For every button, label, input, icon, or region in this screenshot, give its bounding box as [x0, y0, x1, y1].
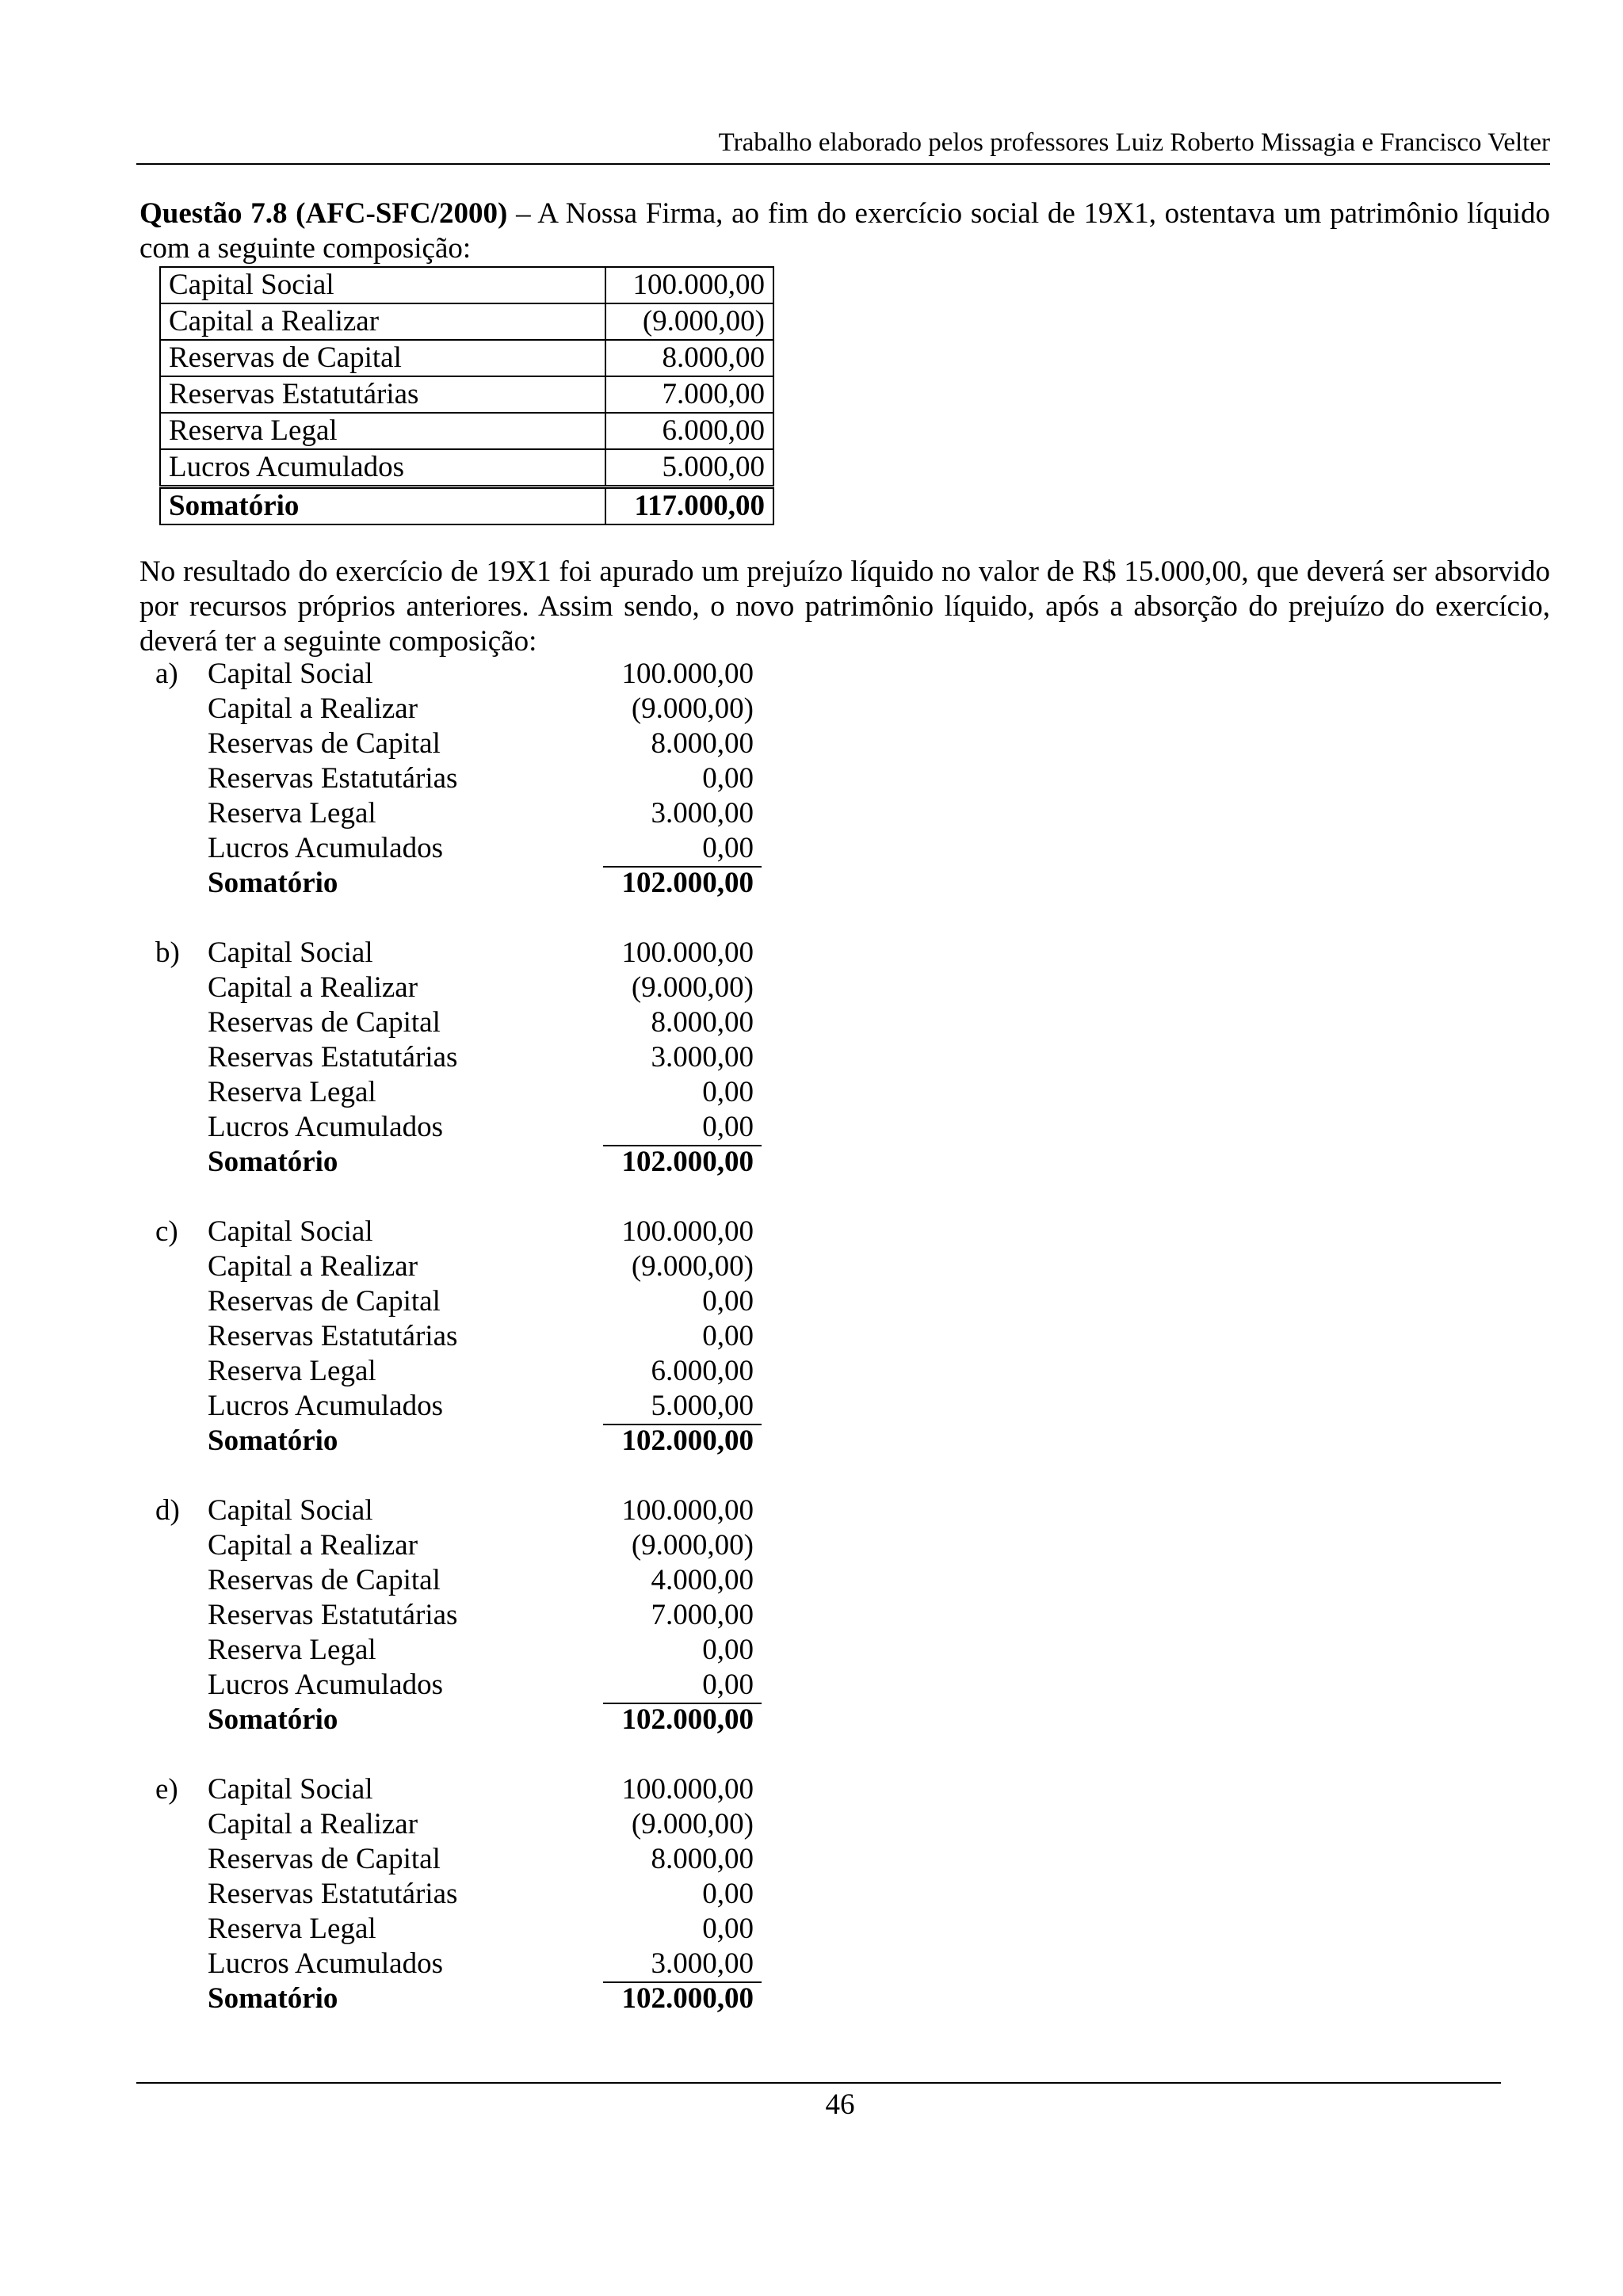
option-total-cell	[603, 866, 762, 901]
option-value-cell	[603, 1598, 762, 1633]
option-value-cell	[603, 796, 762, 831]
table-total-row	[160, 487, 773, 525]
option-value-cell	[603, 1075, 762, 1110]
option-row-label: Reservas de Capital	[208, 727, 441, 760]
option-row-label: Reservas Estatutárias	[208, 762, 458, 795]
option-value-cell	[603, 1389, 762, 1425]
option-row-value: 0,00	[702, 832, 754, 864]
option-row-label: Reservas Estatutárias	[208, 1320, 458, 1352]
option-value-cell	[603, 1633, 762, 1668]
table-row	[160, 449, 773, 487]
option-row-value: 4.000,00	[651, 1564, 754, 1596]
option-total-row	[155, 866, 773, 901]
option-value-cell	[603, 1249, 762, 1284]
option-total-value: 102.000,00	[621, 1703, 754, 1736]
option-row-value: 8.000,00	[651, 727, 754, 760]
row-value: 6.000,00	[605, 413, 773, 449]
row-label: Capital Social	[160, 267, 605, 303]
option-row-value: 0,00	[702, 1913, 754, 1945]
option-row-label: Reserva Legal	[208, 797, 376, 830]
table-row	[160, 376, 773, 413]
option-total-row	[155, 1703, 773, 1737]
option-letter: e)	[155, 1773, 178, 1806]
option-row-label: Lucros Acumulados	[208, 1111, 443, 1143]
row-value: 100.000,00	[605, 267, 773, 303]
option-total-label: Somatório	[208, 867, 338, 899]
option-row	[155, 1319, 773, 1354]
option-total-cell	[603, 1703, 762, 1737]
option-row	[155, 1772, 773, 1807]
option-row	[155, 796, 773, 831]
option-total-value: 102.000,00	[621, 867, 754, 899]
option-row-value: 0,00	[702, 1320, 754, 1352]
question-text: – A Nossa Firma, ao fim do exercício social de 19X1, ostentava um patrimônio líquido com a seguinte composição:	[139, 197, 1550, 265]
row-label: Reservas de Capital	[160, 340, 605, 376]
row-value: 8.000,00	[605, 340, 773, 376]
option-row-label: Lucros Acumulados	[208, 1390, 443, 1422]
option-row-value: 0,00	[702, 762, 754, 795]
running-header: Trabalho elaborado pelos professores Luiz Roberto Missagia e Francisco Velter	[718, 128, 1550, 157]
option-row	[155, 727, 773, 761]
option-value-cell	[603, 1877, 762, 1912]
option-value-cell	[603, 727, 762, 761]
answer-option	[155, 1215, 773, 1459]
option-total-label: Somatório	[208, 1425, 338, 1457]
row-label: Reserva Legal	[160, 413, 605, 449]
option-row-label: Reservas Estatutárias	[208, 1599, 458, 1631]
option-total-row	[155, 1145, 773, 1180]
option-row-label: Reservas Estatutárias	[208, 1041, 458, 1074]
option-total-row	[155, 1981, 773, 2016]
option-value-cell	[603, 1354, 762, 1389]
option-row	[155, 1563, 773, 1598]
option-row	[155, 1633, 773, 1668]
page-number: 46	[825, 2088, 855, 2121]
option-row-label: Reservas de Capital	[208, 1006, 441, 1039]
option-letter: c)	[155, 1215, 178, 1248]
table-row	[160, 303, 773, 340]
option-row-value: 0,00	[702, 1285, 754, 1318]
option-row-label: Lucros Acumulados	[208, 832, 443, 864]
option-total-value: 102.000,00	[621, 1146, 754, 1178]
option-row	[155, 1807, 773, 1842]
option-row-label: Reserva Legal	[208, 1355, 376, 1387]
option-row-value: 6.000,00	[651, 1355, 754, 1387]
option-total-cell	[603, 1424, 762, 1459]
option-row-label: Reserva Legal	[208, 1076, 376, 1108]
option-total-value: 102.000,00	[621, 1425, 754, 1457]
option-value-cell	[603, 1215, 762, 1249]
answer-option	[155, 1772, 773, 2016]
option-value-cell	[603, 1493, 762, 1528]
option-row	[155, 831, 773, 866]
option-value-cell	[603, 1040, 762, 1075]
option-letter: b)	[155, 936, 180, 969]
option-row-value: (9.000,00)	[631, 1808, 754, 1840]
answer-option	[155, 657, 773, 901]
option-value-cell	[603, 831, 762, 868]
option-value-cell	[603, 1807, 762, 1842]
option-row-value: (9.000,00)	[631, 971, 754, 1004]
option-row	[155, 1354, 773, 1389]
option-value-cell	[603, 1842, 762, 1877]
row-value: 7.000,00	[605, 376, 773, 413]
footer-divider	[136, 2082, 1501, 2084]
option-row-value: 0,00	[702, 1878, 754, 1910]
option-row-label: Capital Social	[208, 1773, 373, 1806]
option-letter: a)	[155, 658, 178, 690]
option-value-cell	[603, 971, 762, 1005]
option-row-label: Lucros Acumulados	[208, 1669, 443, 1701]
option-value-cell	[603, 761, 762, 796]
option-value-cell	[603, 936, 762, 971]
option-row-value: 8.000,00	[651, 1843, 754, 1875]
option-row	[155, 761, 773, 796]
option-value-cell	[603, 1772, 762, 1807]
option-row-value: 100.000,00	[621, 1773, 754, 1806]
total-value: 117.000,00	[605, 487, 773, 525]
option-row-value: 100.000,00	[621, 1494, 754, 1527]
row-value: 5.000,00	[605, 449, 773, 487]
option-total-label: Somatório	[208, 1703, 338, 1736]
answer-option	[155, 936, 773, 1180]
option-row-label: Capital a Realizar	[208, 1529, 418, 1562]
option-row	[155, 1528, 773, 1563]
option-value-cell	[603, 657, 762, 692]
option-total-cell	[603, 1981, 762, 2016]
option-row	[155, 1598, 773, 1633]
option-row	[155, 1877, 773, 1912]
option-row-value: 3.000,00	[651, 1041, 754, 1074]
option-row-value: (9.000,00)	[631, 1529, 754, 1562]
option-row	[155, 1110, 773, 1145]
option-value-cell	[603, 1005, 762, 1040]
option-value-cell	[603, 1110, 762, 1146]
option-total-label: Somatório	[208, 1982, 338, 2015]
option-value-cell	[603, 1528, 762, 1563]
option-row-value: 3.000,00	[651, 1947, 754, 1980]
option-row	[155, 1249, 773, 1284]
option-row-label: Capital a Realizar	[208, 1808, 418, 1840]
option-row-label: Capital a Realizar	[208, 1250, 418, 1283]
option-row	[155, 1912, 773, 1947]
option-row	[155, 1215, 773, 1249]
row-label: Capital a Realizar	[160, 303, 605, 340]
table-row	[160, 340, 773, 376]
option-row	[155, 1040, 773, 1075]
option-row	[155, 1284, 773, 1319]
option-row	[155, 1947, 773, 1981]
option-total-row	[155, 1424, 773, 1459]
option-row-value: 0,00	[702, 1076, 754, 1108]
option-row-label: Reservas de Capital	[208, 1285, 441, 1318]
option-row-value: 0,00	[702, 1634, 754, 1666]
option-value-cell	[603, 1284, 762, 1319]
option-row-label: Reservas Estatutárias	[208, 1878, 458, 1910]
option-row-value: 5.000,00	[651, 1390, 754, 1422]
row-value: (9.000,00)	[605, 303, 773, 340]
initial-equity-table	[159, 266, 774, 525]
option-value-cell	[603, 1668, 762, 1704]
option-row-value: 3.000,00	[651, 797, 754, 830]
option-value-cell	[603, 1563, 762, 1598]
row-label: Reservas Estatutárias	[160, 376, 605, 413]
option-row-value: 100.000,00	[621, 1215, 754, 1248]
option-row-value: 100.000,00	[621, 936, 754, 969]
option-value-cell	[603, 1319, 762, 1354]
option-row-value: 0,00	[702, 1111, 754, 1143]
option-value-cell	[603, 1947, 762, 1983]
question-title: Questão 7.8 (AFC-SFC/2000)	[139, 197, 508, 230]
option-row-value: (9.000,00)	[631, 1250, 754, 1283]
option-row	[155, 1005, 773, 1040]
option-row-label: Capital a Realizar	[208, 971, 418, 1004]
option-row	[155, 1389, 773, 1424]
option-row	[155, 657, 773, 692]
total-label: Somatório	[160, 487, 605, 525]
option-row-label: Capital Social	[208, 658, 373, 690]
option-row-label: Reserva Legal	[208, 1634, 376, 1666]
option-row-label: Capital Social	[208, 1215, 373, 1248]
option-row	[155, 1668, 773, 1703]
option-row-value: 100.000,00	[621, 658, 754, 690]
option-row-value: (9.000,00)	[631, 692, 754, 725]
option-letter: d)	[155, 1494, 180, 1527]
option-total-label: Somatório	[208, 1146, 338, 1178]
option-row-value: 0,00	[702, 1669, 754, 1701]
option-row	[155, 1493, 773, 1528]
option-row-label: Capital Social	[208, 936, 373, 969]
option-row	[155, 1842, 773, 1877]
option-row-value: 7.000,00	[651, 1599, 754, 1631]
problem-paragraph: No resultado do exercício de 19X1 foi apurado um prejuízo líquido no valor de R$ 15.000,00, que deverá ser absorvido por recursos próprios anteriores. Assim sendo, o novo patrimônio líquido, após a absorção do prejuízo do exercício, deverá ter a seguinte composição:	[139, 555, 1550, 658]
option-row-label: Capital Social	[208, 1494, 373, 1527]
row-label: Lucros Acumulados	[160, 449, 605, 487]
option-row-value: 8.000,00	[651, 1006, 754, 1039]
option-row-label: Capital a Realizar	[208, 692, 418, 725]
option-row	[155, 936, 773, 971]
option-value-cell	[603, 1912, 762, 1947]
option-row	[155, 971, 773, 1005]
option-row-label: Reservas de Capital	[208, 1564, 441, 1596]
option-row-label: Reserva Legal	[208, 1913, 376, 1945]
option-row-label: Lucros Acumulados	[208, 1947, 443, 1980]
option-row	[155, 692, 773, 727]
table-row	[160, 413, 773, 449]
table-row	[160, 267, 773, 303]
option-row-label: Reservas de Capital	[208, 1843, 441, 1875]
option-row	[155, 1075, 773, 1110]
answer-option	[155, 1493, 773, 1737]
option-total-value: 102.000,00	[621, 1982, 754, 2015]
question-intro	[139, 196, 1550, 266]
option-total-cell	[603, 1145, 762, 1180]
header-divider	[136, 163, 1550, 165]
option-value-cell	[603, 692, 762, 727]
